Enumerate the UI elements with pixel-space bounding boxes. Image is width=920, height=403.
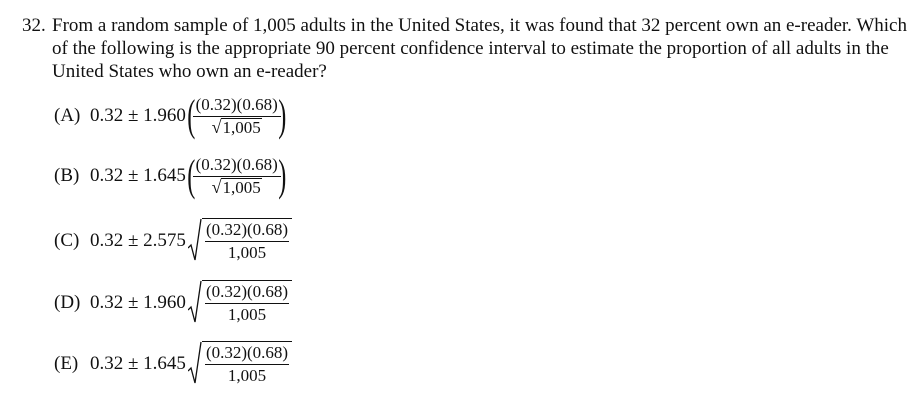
question-text-3: United States who own an e-reader? (52, 61, 327, 82)
sqrt-icon: √ (211, 117, 222, 137)
right-paren: ) (278, 91, 287, 140)
square-root (188, 218, 292, 263)
estimate-text: 0.32 ± 1.645 (90, 165, 186, 186)
fraction-denominator: 1,005 (227, 366, 267, 385)
square-root (188, 341, 292, 386)
choice-expression (90, 280, 292, 325)
question-stem (22, 14, 907, 83)
estimate-text: 0.32 ± 1.960 (90, 105, 186, 126)
sqrt-icon: √ (211, 177, 222, 197)
fraction-denominator (212, 177, 262, 197)
choice-expression (90, 341, 292, 386)
choice-letter: (D) (54, 291, 81, 313)
radicand-fraction (202, 218, 292, 263)
fraction-numerator: (0.32)(0.68) (205, 282, 289, 304)
choice-d[interactable] (54, 280, 292, 325)
right-paren: ) (278, 151, 287, 200)
choice-b[interactable] (54, 151, 289, 200)
choice-expression (90, 218, 292, 263)
choice-c[interactable] (54, 218, 292, 263)
estimate-text: 0.32 ± 1.645 (90, 352, 186, 374)
choice-expression (90, 91, 289, 140)
fraction-denominator: 1,005 (227, 243, 267, 262)
fraction-numerator: (0.32)(0.68) (205, 220, 289, 242)
fraction-denominator: 1,005 (227, 305, 267, 324)
fraction-numerator: (0.32)(0.68) (193, 155, 281, 177)
radicand-fraction (202, 341, 292, 386)
choice-letter: (E) (54, 352, 79, 374)
fraction-denominator (212, 117, 262, 137)
left-paren: ( (187, 151, 196, 200)
sqrt-icon (188, 341, 202, 385)
fraction (193, 155, 281, 197)
sqrt-icon (188, 280, 202, 324)
radicand-fraction (202, 280, 292, 325)
choice-e[interactable] (54, 341, 292, 386)
choice-expression (90, 151, 289, 200)
sqrt-icon (188, 218, 202, 262)
choice-a[interactable] (54, 91, 289, 140)
radicand: 1,005 (222, 178, 261, 197)
square-root (188, 280, 292, 325)
question-line-1 (22, 14, 907, 37)
question-text-1: From a random sample of 1,005 adults in the United States, it was found that 32 percent own an e-reader. Which (52, 15, 907, 36)
choice-letter: (A) (54, 105, 81, 126)
estimate-text: 0.32 ± 2.575 (90, 229, 186, 251)
estimate-text: 0.32 ± 1.960 (90, 291, 186, 313)
fraction-numerator: (0.32)(0.68) (193, 95, 281, 117)
question-text-2: of the following is the appropriate 90 percent confidence interval to estimate the proportion of all adults in the (52, 38, 889, 59)
choice-letter: (B) (54, 165, 80, 186)
left-paren: ( (187, 91, 196, 140)
question-number: 32. (22, 15, 46, 36)
radicand: 1,005 (222, 118, 261, 137)
fraction (193, 95, 281, 137)
fraction-numerator: (0.32)(0.68) (205, 343, 289, 365)
choice-letter: (C) (54, 229, 80, 251)
